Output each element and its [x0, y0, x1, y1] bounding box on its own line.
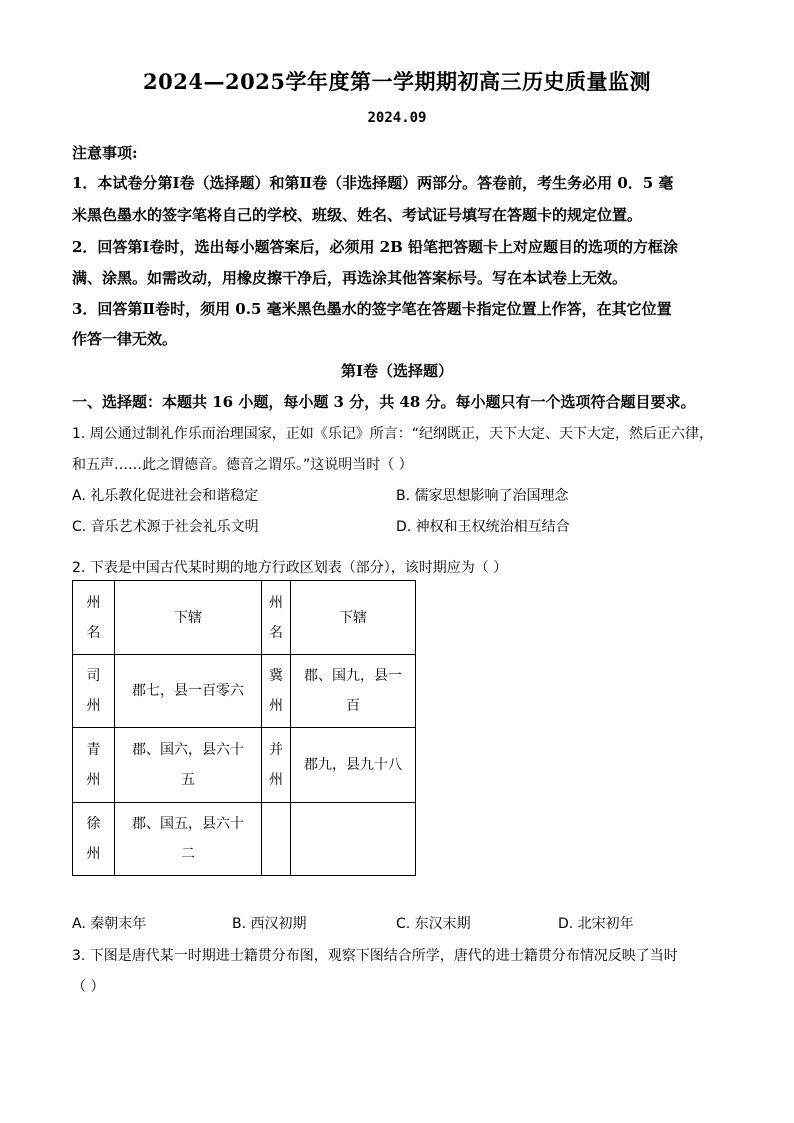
cell-zhou: 司 州	[73, 655, 115, 728]
section-title: 第Ⅰ卷（选择题）	[340, 362, 454, 380]
q1-option-c: C. 音乐艺术源于社会礼乐文明	[72, 519, 259, 535]
q2-option-d: D. 北宋初年	[558, 916, 634, 932]
cell-xia: 郡九，县九十八	[291, 728, 416, 803]
header-cell-xiaxia: 下辖	[115, 581, 262, 655]
notice-line: 3．回答第Ⅱ卷时，须用 0.5 毫米黑色墨水的签字笔在答题卡指定位置上作答，在其它位置	[72, 300, 672, 318]
page-title: 2024—2025学年度第一学期期初高三历史质量监测	[143, 69, 651, 94]
cell-xia: 郡、国九，县一 百	[291, 655, 416, 728]
cell-zhou: 青 州	[73, 728, 115, 803]
q3-stem-line2: （ ）	[72, 979, 105, 995]
notice-line: 1．本试卷分第Ⅰ卷（选择题）和第Ⅱ卷（非选择题）两部分。答卷前，考生务必用 0．5 毫	[72, 174, 674, 192]
admin-division-table	[72, 580, 416, 876]
cell-zhou: 并 州	[262, 728, 291, 803]
q1-stem-line2: 和五声……此之谓德音。德音之谓乐。”这说明当时（ ）	[72, 457, 413, 473]
q1-option-a: A. 礼乐教化促进社会和谐稳定	[72, 488, 259, 504]
q2-option-a: A. 秦朝末年	[72, 916, 147, 932]
notice-line: 米黑色墨水的签字笔将自己的学校、班级、姓名、考试证号填写在答题卡的规定位置。	[72, 206, 643, 224]
q1-stem-line1: 1. 周公通过制礼作乐而治理国家，正如《乐记》所言：“纪纲既正，天下大定、天下大定，然后正六律，	[72, 426, 714, 442]
cell-xia-empty	[291, 803, 416, 876]
notice-line: 2．回答第Ⅰ卷时，选出每小题答案后，必须用 2B 铅笔把答题卡上对应题目的选项的方框涂	[72, 238, 679, 256]
q2-option-b: B. 西汉初期	[232, 916, 307, 932]
q2-option-c: C. 东汉末期	[396, 916, 471, 932]
cell-zhou: 徐 州	[73, 803, 115, 876]
notice-line: 作答一律无效。	[72, 330, 178, 348]
table-row	[73, 728, 416, 803]
q3-stem-line1: 3. 下图是唐代某一时期进士籍贯分布图，观察下图结合所学，唐代的进士籍贯分布情况反映了当时	[72, 948, 678, 964]
cell-zhou: 冀 州	[262, 655, 291, 728]
q1-option-d: D. 神权和王权统治相互结合	[396, 519, 570, 535]
cell-xia: 郡、国六，县六十 五	[115, 728, 262, 803]
q2-stem: 2. 下表是中国古代某时期的地方行政区划表（部分），该时期应为（ ）	[72, 560, 508, 576]
table-row	[73, 803, 416, 876]
q1-option-b: B. 儒家思想影响了治国理念	[396, 488, 569, 504]
cell-xia: 郡、国五，县六十 二	[115, 803, 262, 876]
exam-date: 2024.09	[367, 110, 427, 126]
cell-zhou-empty	[262, 803, 291, 876]
section-instruction: 一、选择题：本题共 16 小题，每小题 3 分，共 48 分。每小题只有一个选项符合题目要求。	[72, 393, 696, 411]
header-cell-zhouming: 州 名	[73, 581, 115, 655]
notice-line: 满、涂黑。如需改动，用橡皮擦干净后，再选涂其他答案标号。写在本试卷上无效。	[72, 269, 628, 287]
table-header-row	[73, 581, 416, 655]
header-cell-zhouming: 州 名	[262, 581, 291, 655]
cell-xia: 郡七，县一百零六	[115, 655, 262, 728]
table-row	[73, 655, 416, 728]
notice-heading: 注意事项:	[72, 144, 138, 162]
header-cell-xiaxia: 下辖	[291, 581, 416, 655]
